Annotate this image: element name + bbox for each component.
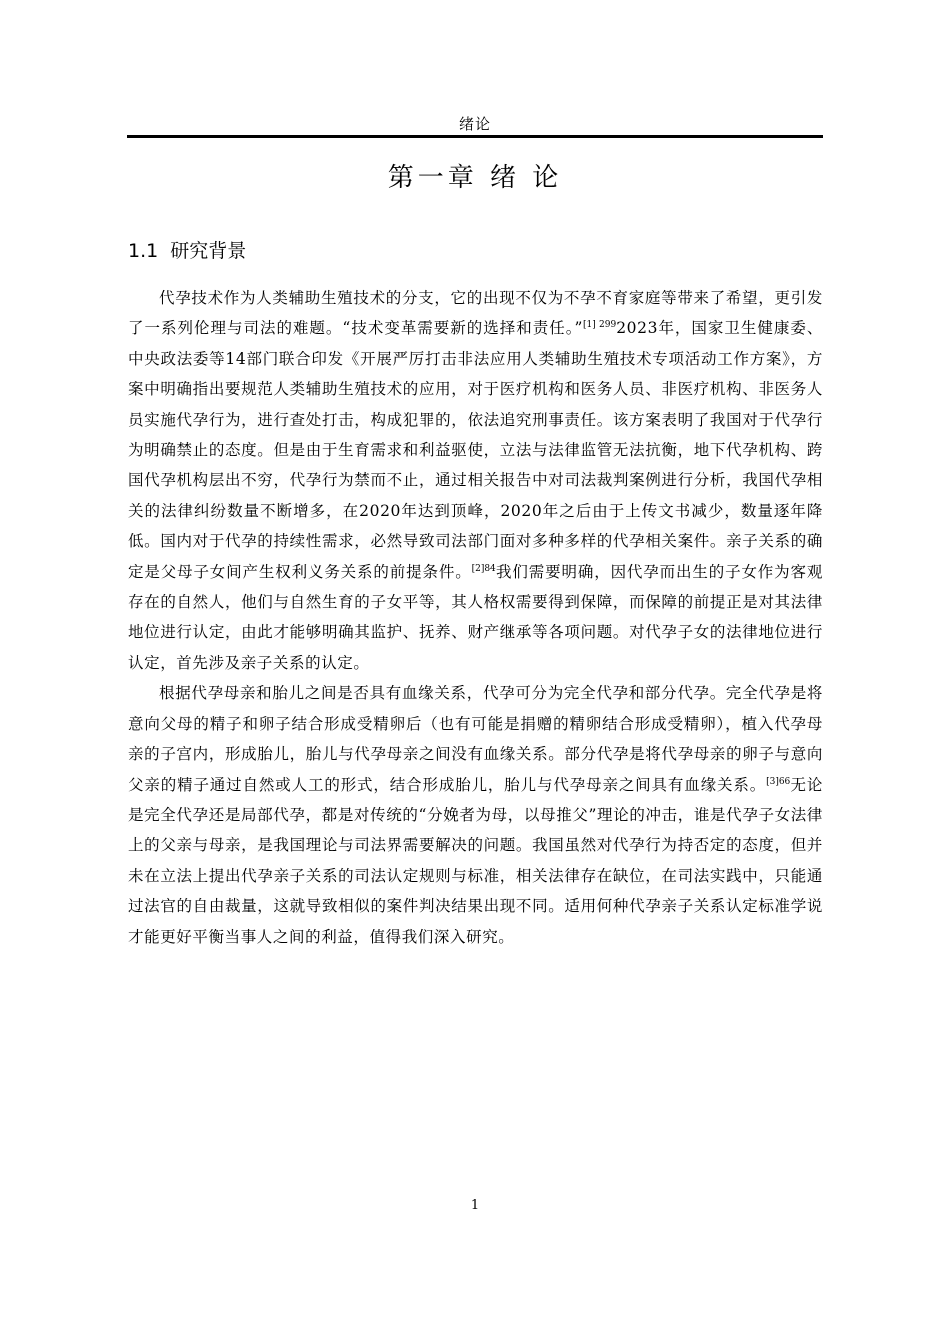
chapter-title: 第一章 绪 论 bbox=[387, 163, 563, 193]
paragraph-1 bbox=[128, 283, 823, 678]
citation-marker: [1] 299 bbox=[583, 320, 617, 331]
paragraph-2-text-b: 无论是完全代孕还是局部代孕，都是对传统的“分娩者为母，以母推父”理论的冲击，谁是代孕子女法律上的父亲与母亲，是我国理论与司法界需要解决的问题。我国虽然对代孕行为持否定的态度，但并未在立法上提出代孕亲子关系的司法认定规则与标准，相关法律存在缺位，在司法实践中，只能通过法官的自由裁量，这就导致相似的案件判决结果出现不同。适用何种代孕亲子关系认定标准学说才能更好平衡当事人之间的利益，值得我们深入研究。 bbox=[128, 775, 824, 946]
page-number: 1 bbox=[470, 1198, 480, 1213]
paragraph-1-text-b: 2023年，国家卫生健康委、中央政法委等14部门联合印发《开展严厉打击非法应用人类辅助生殖技术专项活动工作方案》，方案中明确指出要规范人类辅助生殖技术的应用，对于医疗机构和医务人员、非医疗机构、非医务人员实施代孕行为，进行查处打击，构成犯罪的，依法追究刑事责任。该方案表明了我国对于代孕行为明确禁止的态度。但是由于生育需求和利益驱使，立法与法律监管无法抗衡，地下代孕机构、跨国代孕机构层出不穷，代孕行为禁而不止，通过相关报告中对司法裁判案例进行分析，我国代孕相关的法律纠纷数量不断增多，在2020年达到顶峰，2020年之后由于上传文书减少，数量逐年降低。国内对于代孕的持续性需求，必然导致司法部门面对多种多样的代孕相关案件。亲子关系的确定是父母子女间产生权利义务关系的前提条件。 bbox=[128, 319, 823, 581]
header-rule bbox=[127, 135, 823, 138]
citation-marker: [2]84 bbox=[471, 563, 496, 574]
paragraph-1-text-a: 代孕技术作为人类辅助生殖技术的分支，它的出现不仅为不孕不育家庭等带来了希望，更引发了一系列伦理与司法的难题。“技术变革需要新的选择和责任。” bbox=[128, 289, 823, 338]
section-number: 1.1 bbox=[128, 240, 159, 262]
section-heading bbox=[128, 236, 246, 266]
citation-marker: [3]66 bbox=[766, 776, 791, 787]
section-title: 研究背景 bbox=[170, 240, 247, 262]
paragraph-2-text-a: 根据代孕母亲和胎儿之间是否具有血缘关系，代孕可分为完全代孕和部分代孕。完全代孕是将意向父母的精子和卵子结合形成受精卵后（也有可能是捐赠的精卵结合形成受精卵），植入代孕母亲的子宫内，形成胎儿，胎儿与代孕母亲之间没有血缘关系。部分代孕是将代孕母亲的卵子与意向父亲的精子通过自然或人工的形式，结合形成胎儿，胎儿与代孕母亲之间具有血缘关系。 bbox=[128, 684, 823, 794]
running-header: 绪论 bbox=[458, 115, 491, 133]
paragraph-1-text-c: 我们需要明确，因代孕而出生的子女作为客观存在的自然人，他们与自然生育的子女平等，其人格权需要得到保障，而保障的前提正是对其法律地位进行认定，由此才能够明确其监护、抚养、财产继承等各项问题。对代孕子女的法律地位进行认定，首先涉及亲子关系的认定。 bbox=[128, 562, 823, 672]
paragraph-2 bbox=[128, 678, 823, 952]
body-text bbox=[128, 283, 823, 952]
